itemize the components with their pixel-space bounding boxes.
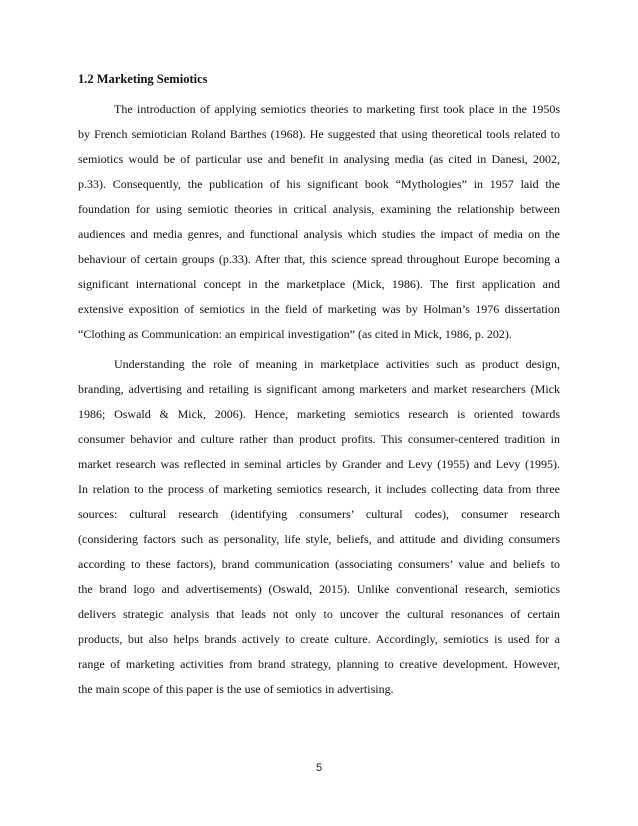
text-line: consumer behavior and culture rather than product profits. This consumer-centered tradition in xyxy=(78,432,560,446)
text-line: the main scope of this paper is the use of semiotics in advertising. xyxy=(78,682,394,696)
text-line: branding, advertising and retailing is significant among marketers and market researchers (Mick xyxy=(78,382,560,396)
text-line: range of marketing activities from brand strategy, planning to creative development. However, xyxy=(78,657,560,671)
text-line: 1986; Oswald & Mick, 2006). Hence, marketing semiotics research is oriented towards xyxy=(78,407,560,421)
text-line: delivers strategic analysis that leads not only to uncover the cultural resonances of certain xyxy=(78,607,560,621)
text-line: products, but also helps brands actively to create culture. Accordingly, semiotics is used for a xyxy=(78,632,560,646)
text-line: market research was reflected in seminal articles by Grander and Levy (1955) and Levy (1995). xyxy=(78,457,560,471)
text-line: (considering factors such as personality, life style, beliefs, and attitude and dividing consumers xyxy=(78,532,560,546)
text-line: sources: cultural research (identifying consumers’ cultural codes), consumer research xyxy=(78,507,560,521)
text-line: according to these factors), brand communication (associating consumers’ value and beliefs to xyxy=(78,557,560,571)
text-line: Understanding the role of meaning in marketplace activities such as product design, xyxy=(114,357,560,371)
text-line: behaviour of certain groups (p.33). After that, this science spread throughout Europe becoming a xyxy=(78,252,560,266)
text-line: by French semiotician Roland Barthes (1968). He suggested that using theoretical tools related to xyxy=(78,127,560,141)
text-line: significant international concept in the marketplace (Mick, 1986). The first application and xyxy=(78,277,560,291)
text-line: p.33). Consequently, the publication of his significant book “Mythologies” in 1957 laid the xyxy=(78,177,560,191)
text-line: foundation for using semiotic theories in critical analysis, examining the relationship between xyxy=(78,202,560,216)
text-line: the brand logo and advertisements) (Oswald, 2015). Unlike conventional research, semiotics xyxy=(78,582,560,596)
section-heading: 1.2 Marketing Semiotics xyxy=(78,72,208,86)
page-number: 5 xyxy=(315,762,323,774)
text-line: semiotics would be of particular use and benefit in analysing media (as cited in Danesi, 2002, xyxy=(78,152,560,166)
text-line: audiences and media genres, and functional analysis which studies the impact of media on the xyxy=(78,227,560,241)
text-line: “Clothing as Communication: an empirical investigation” (as cited in Mick, 1986, p. 202). xyxy=(78,327,512,341)
text-line: extensive exposition of semiotics in the field of marketing was by Holman’s 1976 dissertation xyxy=(78,302,560,316)
text-line: In relation to the process of marketing semiotics research, it includes collecting data from three xyxy=(78,482,560,496)
text-line: The introduction of applying semiotics theories to marketing first took place in the 1950s xyxy=(114,102,560,116)
